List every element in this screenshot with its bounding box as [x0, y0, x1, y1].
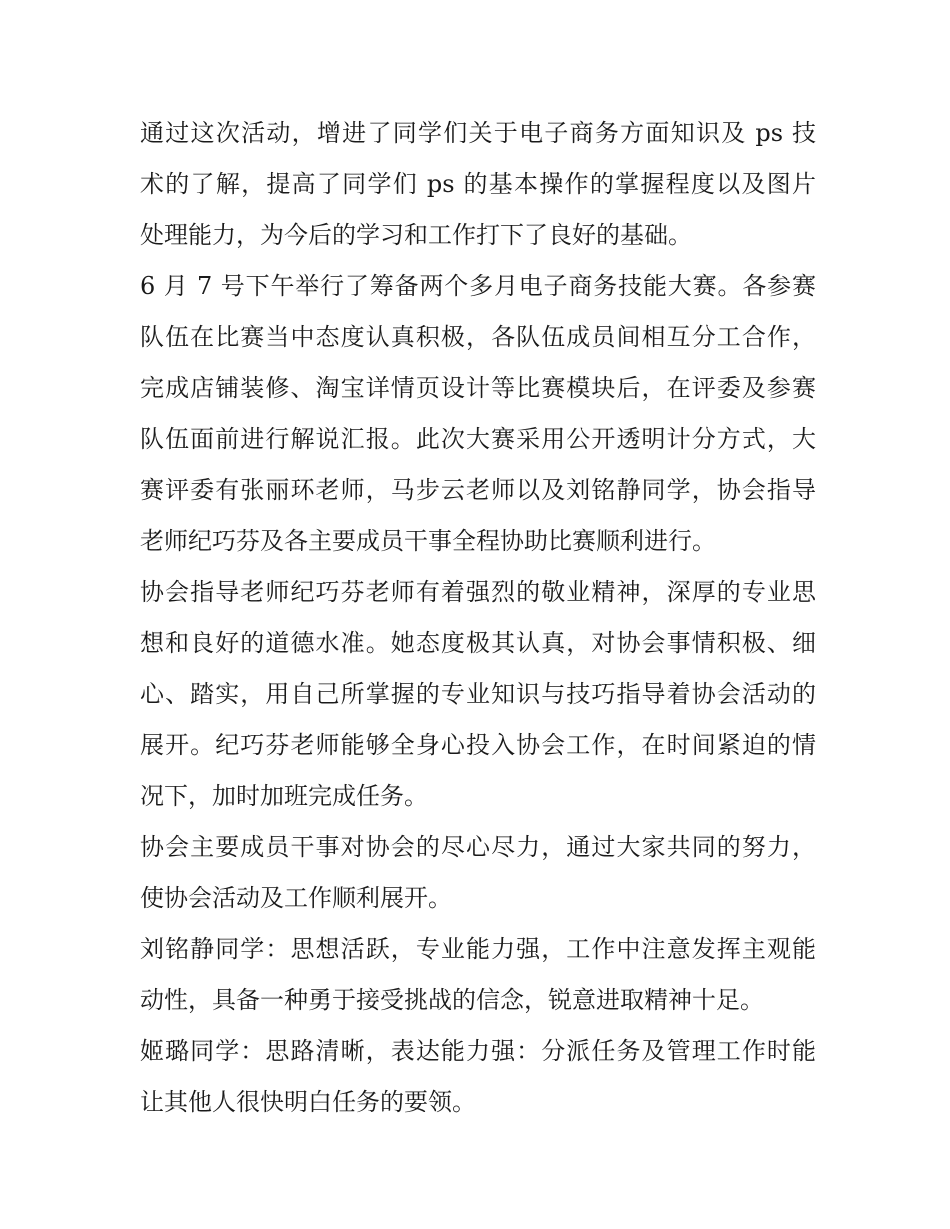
text-line: 姬璐同学：思路清晰，表达能力强：分派任务及管理工作时能 — [140, 1037, 816, 1065]
paragraph-activity-summary — [140, 108, 816, 261]
paragraph-members — [140, 822, 816, 924]
text-line: 刘铭静同学：思想活跃，专业能力强，工作中注意发挥主观能 — [140, 935, 816, 963]
text-line: 心、踏实，用自己所掌握的专业知识与技巧指导着协会活动的 — [140, 680, 816, 708]
text-line: 6 月 7 号下午举行了筹备两个多月电子商务技能大赛。各参赛 — [140, 272, 816, 300]
text-line: 想和良好的道德水准。她态度极其认真，对协会事情积极、细 — [140, 629, 816, 657]
paragraph-ji-lu — [140, 1026, 816, 1128]
text-line: 展开。纪巧芬老师能够全身心投入协会工作，在时间紧迫的情 — [140, 731, 816, 759]
text-line: 术的了解，提高了同学们 ps 的基本操作的掌握程度以及图片 — [140, 170, 816, 198]
text-line: 处理能力，为今后的学习和工作打下了良好的基础。 — [140, 221, 692, 249]
document-body — [140, 108, 816, 1128]
text-line: 赛评委有张丽环老师，马步云老师以及刘铭静同学，协会指导 — [140, 476, 816, 504]
text-line: 协会主要成员干事对协会的尽心尽力，通过大家共同的努力， — [140, 833, 816, 861]
text-line: 协会指导老师纪巧芬老师有着强烈的敬业精神，深厚的专业思 — [140, 578, 816, 606]
text-line: 动性，具备一种勇于接受挑战的信念，锐意进取精神十足。 — [140, 986, 764, 1014]
paragraph-competition — [140, 261, 816, 567]
text-line: 老师纪巧芬及各主要成员干事全程协助比赛顺利进行。 — [140, 527, 716, 555]
text-line: 况下，加时加班完成任务。 — [140, 782, 428, 810]
text-line: 队伍面前进行解说汇报。此次大赛采用公开透明计分方式，大 — [140, 425, 816, 453]
paragraph-liu-mingjing — [140, 924, 816, 1026]
text-line: 队伍在比赛当中态度认真积极，各队伍成员间相互分工合作， — [140, 323, 816, 351]
text-line: 通过这次活动，增进了同学们关于电子商务方面知识及 ps 技 — [140, 119, 816, 147]
text-line: 让其他人很快明白任务的要领。 — [140, 1088, 476, 1116]
text-line: 完成店铺装修、淘宝详情页设计等比赛模块后，在评委及参赛 — [140, 374, 816, 402]
text-line: 使协会活动及工作顺利展开。 — [140, 884, 452, 912]
paragraph-advisor — [140, 567, 816, 822]
